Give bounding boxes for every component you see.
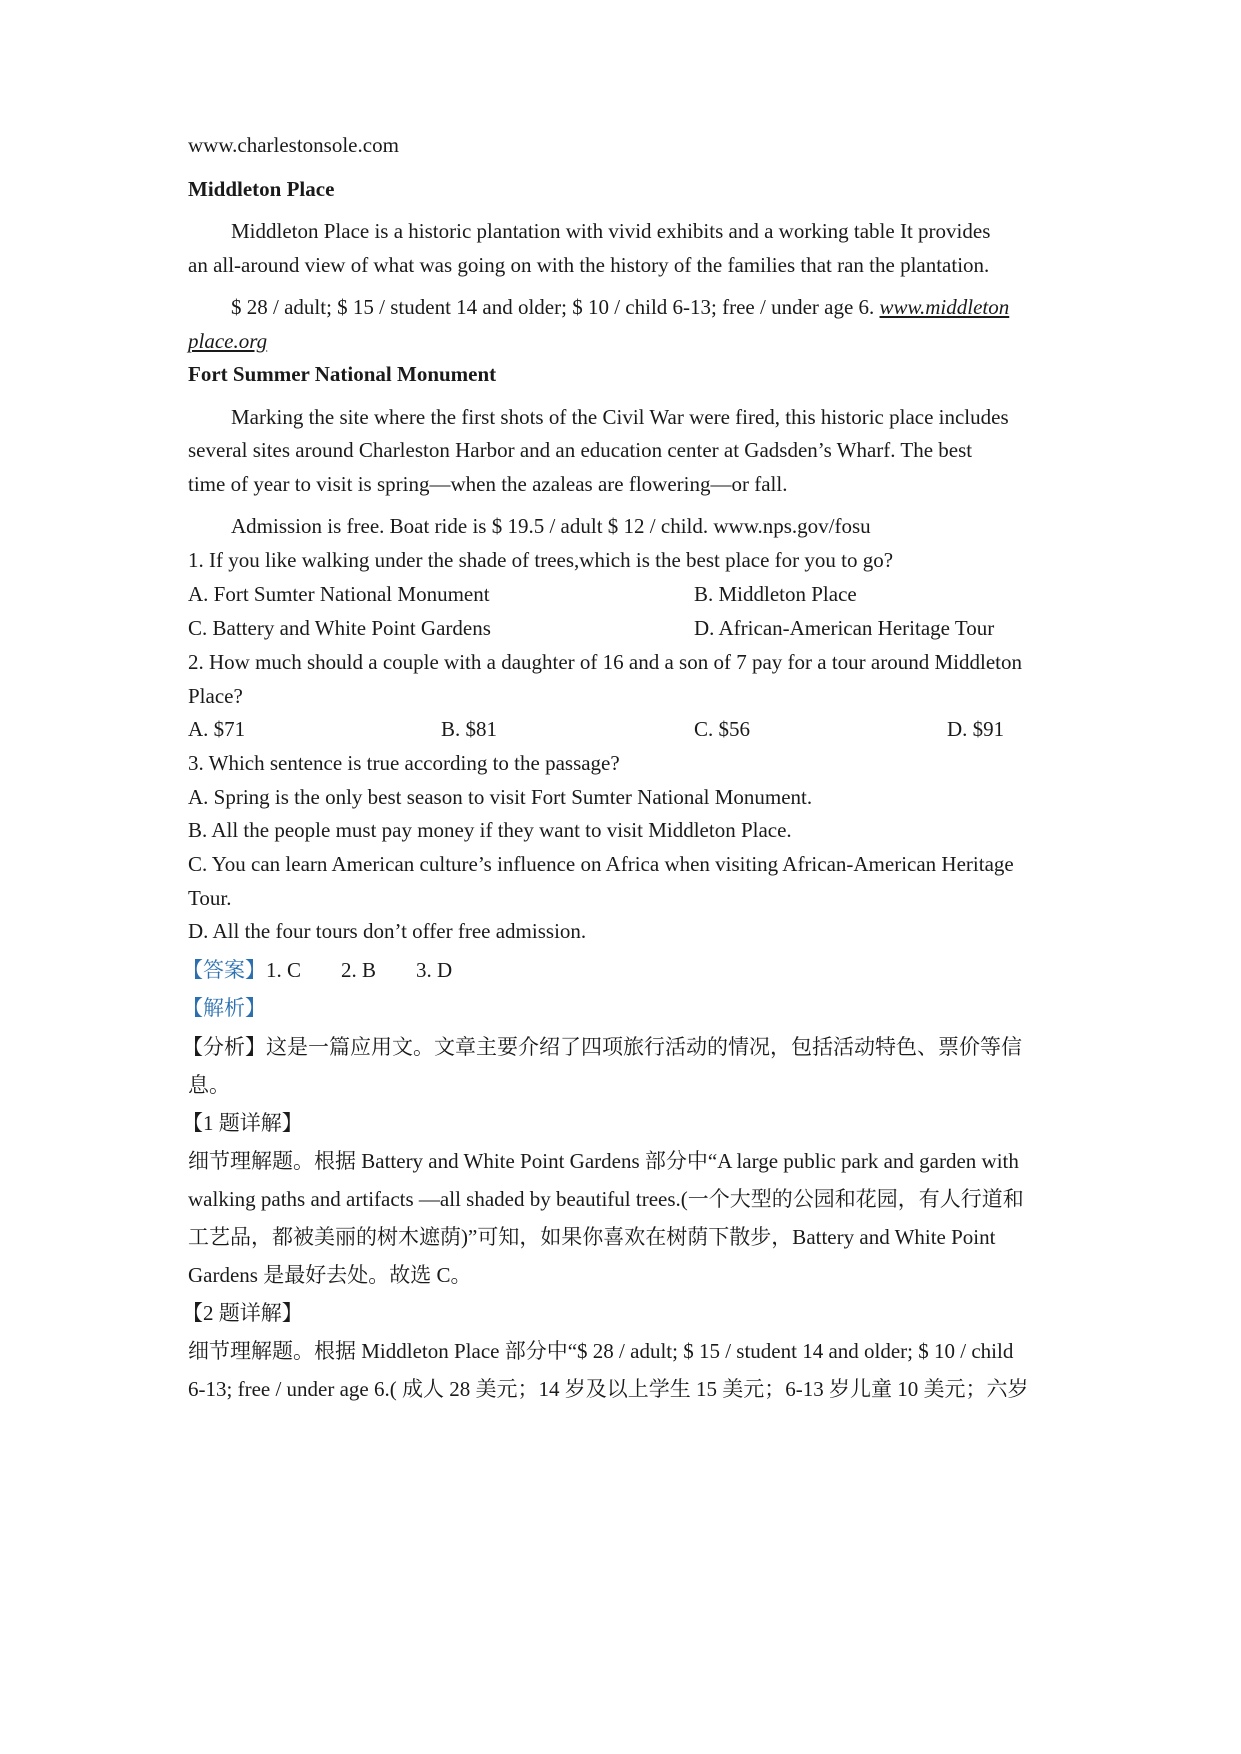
answer-3: 3. D <box>416 958 453 982</box>
q3-option-b: B. All the people must pay money if they want to visit Middleton Place. <box>188 818 792 842</box>
detail-2-line: 细节理解题。根据 Middleton Place 部分中“$ 28 / adult; $ 15 / student 14 and older; $ 10 / child <box>188 1339 1014 1363</box>
fort-paragraph-line: several sites around Charleston Harbor and an education center at Gadsden’s Wharf. The best <box>188 438 973 462</box>
detail-2-line: 6-13; free / under age 6.( 成人 28 美元；14 岁及以上学生 15 美元；6-13 岁儿童 10 美元；六岁 <box>188 1377 1029 1401</box>
question-1-stem: 1. If you like walking under the shade of trees,which is the best place for you to go? <box>188 548 894 572</box>
q1-option-c: C. Battery and White Point Gardens <box>188 616 491 640</box>
q2-option-c: C. $56 <box>694 717 751 741</box>
fort-paragraph-line: Marking the site where the first shots of the Civil War were fired, this historic place includes <box>231 405 1009 429</box>
q3-option-c-continued: Tour. <box>188 886 232 910</box>
analysis-label: 【解析】 <box>182 996 266 1020</box>
fort-heading: Fort Summer National Monument <box>188 362 497 386</box>
detail-1-heading: 【1 题详解】 <box>182 1111 303 1135</box>
middleton-link-continued[interactable]: place.org <box>188 329 268 353</box>
answer-2: 2. B <box>341 958 377 982</box>
answer-label: 【答案】 <box>182 958 266 982</box>
question-2-stem: 2. How much should a couple with a daughter of 16 and a son of 7 pay for a tour around Middleton <box>188 650 1022 674</box>
middleton-paragraph-line: an all-around view of what was going on with the history of the families that ran the plantation. <box>188 253 990 277</box>
header-url: www.charlestonsole.com <box>188 133 399 157</box>
detail-1-line: 工艺品，都被美丽的树木遮荫)”可知，如果你喜欢在树荫下散步，Battery and White Point <box>188 1225 996 1249</box>
q2-option-b: B. $81 <box>441 717 498 741</box>
q1-option-a: A. Fort Sumter National Monument <box>188 582 490 606</box>
question-2-stem-continued: Place? <box>188 684 243 708</box>
q1-option-b: B. Middleton Place <box>694 582 857 606</box>
detail-1-line: Gardens 是最好去处。故选 C。 <box>188 1263 472 1287</box>
analysis-summary-continued: 息。 <box>188 1073 230 1097</box>
middleton-prices <box>231 295 1009 320</box>
q2-option-d: D. $91 <box>947 717 1005 741</box>
q2-option-a: A. $71 <box>188 717 246 741</box>
answer-line <box>182 954 452 984</box>
q3-option-a: A. Spring is the only best season to visit Fort Sumter National Monument. <box>188 785 813 809</box>
middleton-paragraph-line: Middleton Place is a historic plantation with vivid exhibits and a working table It provides <box>231 219 991 243</box>
detail-1-line: walking paths and artifacts —all shaded by beautiful trees.(一个大型的公园和花园，有人行道和 <box>188 1187 1024 1211</box>
question-3-stem: 3. Which sentence is true according to the passage? <box>188 751 620 775</box>
fort-admission: Admission is free. Boat ride is $ 19.5 / adult $ 12 / child. www.nps.gov/fosu <box>231 514 871 538</box>
detail-2-heading: 【2 题详解】 <box>182 1301 303 1325</box>
middleton-link[interactable]: www.middleton <box>879 295 1010 319</box>
analysis-summary: 【分析】这是一篇应用文。文章主要介绍了四项旅行活动的情况，包括活动特色、票价等信 <box>182 1035 1022 1059</box>
answer-1: 1. C <box>266 958 302 982</box>
q3-option-c: C. You can learn American culture’s influence on Africa when visiting African-American Heritage <box>188 852 1014 876</box>
q1-option-d: D. African-American Heritage Tour <box>694 616 995 640</box>
middleton-heading: Middleton Place <box>188 177 335 201</box>
detail-1-line: 细节理解题。根据 Battery and White Point Gardens 部分中“A large public park and garden with <box>188 1149 1019 1173</box>
middleton-prices-text: $ 28 / adult; $ 15 / student 14 and older; $ 10 / child 6-13; free / under age 6. <box>231 295 880 319</box>
q3-option-d: D. All the four tours don’t offer free admission. <box>188 919 587 943</box>
fort-paragraph-line: time of year to visit is spring—when the azaleas are flowering—or fall. <box>188 472 788 496</box>
